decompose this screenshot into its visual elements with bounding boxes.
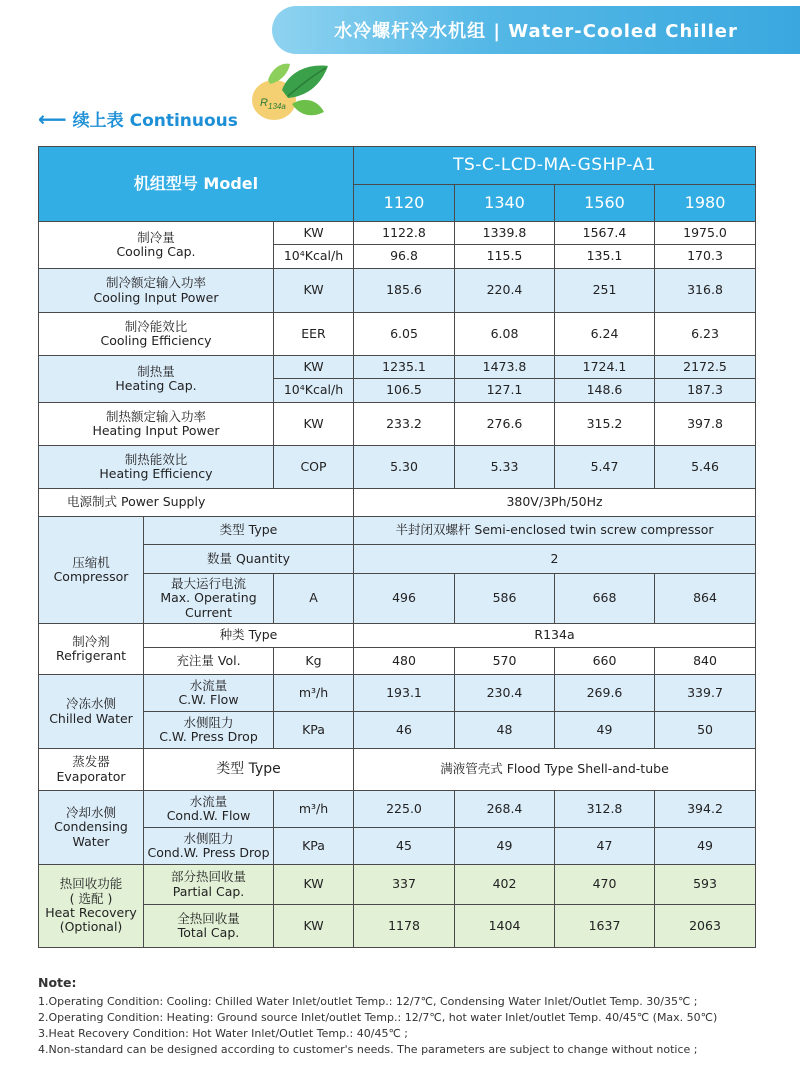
value-cell: 5.33 — [455, 446, 555, 489]
model-number: 1120 — [354, 185, 455, 222]
label-cn: 水侧阻力 — [183, 714, 234, 730]
label-cn: 水流量 — [189, 793, 228, 809]
value-cell: 660 — [555, 648, 655, 675]
row-label-heating-eff — [39, 446, 274, 489]
value-cell: 135.1 — [555, 245, 655, 269]
unit-cell: m³/h — [274, 675, 354, 712]
group-label-heat-recovery — [39, 865, 144, 948]
notes-title: Note: — [38, 975, 77, 990]
value-cell: 593 — [655, 865, 756, 905]
value-cell: 586 — [455, 574, 555, 624]
value-cell: 570 — [455, 648, 555, 675]
value-cell: 840 — [655, 648, 756, 675]
row-label-evaporator-type: 类型 Type — [144, 749, 354, 791]
svg-text:134a: 134a — [268, 102, 286, 111]
value-cell: 1339.8 — [455, 222, 555, 245]
label-cn: 热回收功能 — [59, 876, 123, 892]
value-cell: 96.8 — [354, 245, 455, 269]
label-cn: 制热量 — [137, 363, 175, 379]
svg-text:R: R — [260, 97, 268, 109]
unit-cell: KW — [274, 905, 354, 948]
unit-cell: KPa — [274, 828, 354, 865]
table-row — [39, 905, 756, 948]
value-cell: 5.47 — [555, 446, 655, 489]
label-cn: 压缩机 — [72, 554, 110, 570]
label-cn: 制冷剂 — [72, 633, 110, 649]
label-en: Cooling Efficiency — [100, 333, 212, 348]
unit-cell: Kg — [274, 648, 354, 675]
value-cell: 251 — [555, 269, 655, 313]
label-en: Cond.W. Flow — [166, 808, 251, 823]
label-cn: 制冷额定输入功率 — [105, 275, 206, 291]
value-cell: 2172.5 — [655, 356, 756, 379]
value-cell: 满液管壳式 Flood Type Shell-and-tube — [354, 749, 756, 791]
value-cell: 1178 — [354, 905, 455, 948]
row-label-power-supply: 电源制式 Power Supply — [39, 489, 354, 517]
group-label-evaporator — [39, 749, 144, 791]
value-cell: 170.3 — [655, 245, 756, 269]
arrow-left-icon: ⟵ — [38, 106, 67, 131]
table-row — [39, 675, 756, 712]
value-cell: 1122.8 — [354, 222, 455, 245]
row-label-cooling-eff — [39, 313, 274, 356]
notes — [38, 975, 788, 1059]
value-cell: 337 — [354, 865, 455, 905]
value-cell: 470 — [555, 865, 655, 905]
label-en: Water — [72, 833, 110, 849]
label-en: Cooling Input Power — [93, 289, 219, 305]
table-row — [39, 545, 756, 574]
label-cn: 水流量 — [189, 677, 228, 693]
value-cell: 49 — [455, 828, 555, 865]
row-label-cw-drop — [144, 712, 274, 749]
header-row-series — [39, 147, 756, 185]
value-cell: 6.05 — [354, 313, 455, 356]
label-en: Cond.W. Press Drop — [147, 845, 270, 860]
label-en: Refrigerant — [55, 648, 127, 663]
unit-cell: KPa — [274, 712, 354, 749]
label-en: C.W. Flow — [178, 692, 239, 707]
table-row — [39, 648, 756, 675]
value-cell: 49 — [655, 828, 756, 865]
group-label-refrigerant — [39, 624, 144, 675]
value-cell: 185.6 — [354, 269, 455, 313]
row-label-cw-flow — [144, 675, 274, 712]
row-label-quantity: 数量 Quantity — [144, 545, 354, 574]
value-cell: 49 — [555, 712, 655, 749]
value-cell: 5.46 — [655, 446, 756, 489]
value-cell: 864 — [655, 574, 756, 624]
value-cell: 6.23 — [655, 313, 756, 356]
group-label-compressor — [39, 517, 144, 624]
value-cell: 225.0 — [354, 791, 455, 828]
page-title: 水冷螺杆冷水机组 | Water-Cooled Chiller — [334, 21, 738, 42]
series-name: TS-C-LCD-MA-GSHP-A1 — [354, 147, 756, 185]
value-cell: 1975.0 — [655, 222, 756, 245]
label-cn: 全热回收量 — [177, 910, 240, 926]
table-row — [39, 446, 756, 489]
unit-cell: KW — [274, 356, 354, 379]
table-row — [39, 489, 756, 517]
label-cn: 水侧阻力 — [183, 830, 234, 846]
unit-cell: m³/h — [274, 791, 354, 828]
model-number: 1980 — [655, 185, 756, 222]
label-en: Cooling Cap. — [116, 244, 196, 259]
value-cell: 496 — [354, 574, 455, 624]
row-label-charge: 充注量 Vol. — [144, 648, 274, 675]
header-banner — [272, 6, 800, 54]
continue-label: 续上表 Continuous — [72, 111, 238, 131]
value-cell: 269.6 — [555, 675, 655, 712]
label-cn: 部分热回收量 — [170, 869, 246, 885]
row-label-heating-power — [39, 403, 274, 446]
note-line: 3.Heat Recovery Condition: Hot Water Inlet/Outlet Temp.: 40/45℃ ; — [38, 1027, 409, 1040]
label-en: Current — [185, 604, 232, 620]
table-row — [39, 828, 756, 865]
table-row — [39, 403, 756, 446]
value-cell: 193.1 — [354, 675, 455, 712]
label-cn: 制冷能效比 — [124, 318, 188, 334]
row-label-cooling-cap — [39, 222, 274, 269]
group-label-chilled-water — [39, 675, 144, 749]
unit-cell: 10⁴Kcal/h — [274, 379, 354, 403]
value-cell: 315.2 — [555, 403, 655, 446]
value-cell: 233.2 — [354, 403, 455, 446]
table-row — [39, 791, 756, 828]
value-cell: 48 — [455, 712, 555, 749]
model-number: 1560 — [555, 185, 655, 222]
continue-link — [38, 106, 238, 131]
value-cell: 220.4 — [455, 269, 555, 313]
value-cell: 6.24 — [555, 313, 655, 356]
value-cell: 106.5 — [354, 379, 455, 403]
label-cn: 制冷量 — [137, 229, 175, 245]
label-en: Total Cap. — [177, 925, 240, 940]
row-label-refrigerant-type: 种类 Type — [144, 624, 354, 648]
label-cn: 冷却水侧 — [65, 804, 116, 820]
value-cell: 187.3 — [655, 379, 756, 403]
label-en: C.W. Press Drop — [159, 729, 258, 744]
value-cell: 316.8 — [655, 269, 756, 313]
value-cell: 402 — [455, 865, 555, 905]
model-number: 1340 — [455, 185, 555, 222]
label-en: Heating Efficiency — [99, 466, 213, 481]
unit-cell: COP — [274, 446, 354, 489]
value-cell: 5.30 — [354, 446, 455, 489]
table-row — [39, 749, 756, 791]
value-cell: 480 — [354, 648, 455, 675]
row-label-max-current — [144, 574, 274, 624]
value-cell: 1567.4 — [555, 222, 655, 245]
row-label-partial-cap — [144, 865, 274, 905]
row-label-cond-flow — [144, 791, 274, 828]
value-cell: 276.6 — [455, 403, 555, 446]
value-cell: 1637 — [555, 905, 655, 948]
table-row — [39, 865, 756, 905]
table-row — [39, 313, 756, 356]
unit-cell: 10⁴Kcal/h — [274, 245, 354, 269]
model-label: 机组型号 Model — [39, 147, 354, 222]
value-cell: 6.08 — [455, 313, 555, 356]
label-en: Heating Cap. — [115, 378, 197, 393]
value-cell: 46 — [354, 712, 455, 749]
value-cell: 230.4 — [455, 675, 555, 712]
value-cell: 1404 — [455, 905, 555, 948]
label-en: (Optional) — [59, 919, 123, 935]
group-label-condensing-water — [39, 791, 144, 865]
unit-cell: A — [274, 574, 354, 624]
label-cn: 冷冻水侧 — [65, 696, 116, 712]
note-line: 4.Non-standard can be designed according to customer's needs. The parameters are subject to change without notice ; — [38, 1043, 698, 1056]
value-cell: 1473.8 — [455, 356, 555, 379]
table-row — [39, 712, 756, 749]
label-en: Partial Cap. — [172, 883, 245, 899]
table-row — [39, 624, 756, 648]
value-cell: 312.8 — [555, 791, 655, 828]
table-row — [39, 222, 756, 245]
table-row — [39, 269, 756, 313]
value-cell: 127.1 — [455, 379, 555, 403]
note-line: 2.Operating Condition: Heating: Ground source Inlet/outlet Temp.: 12/7℃, hot water Inlet/outlet Temp. 40/45℃ (Max. 50℃) — [38, 1011, 718, 1024]
value-cell: 397.8 — [655, 403, 756, 446]
value-cell: 50 — [655, 712, 756, 749]
table-row — [39, 574, 756, 624]
value-cell: 2 — [354, 545, 756, 574]
label-cn: ( 选配 ) — [69, 890, 113, 906]
label-en: Condensing — [54, 819, 128, 835]
label-cn: 蒸发器 — [72, 754, 110, 770]
label-en: Compressor — [53, 569, 129, 584]
value-cell: 1724.1 — [555, 356, 655, 379]
unit-cell: KW — [274, 865, 354, 905]
value-cell: 半封闭双螺杆 Semi-enclosed twin screw compressor — [354, 517, 756, 545]
value-cell: 1235.1 — [354, 356, 455, 379]
unit-cell: EER — [274, 313, 354, 356]
value-cell: 45 — [354, 828, 455, 865]
label-en: Evaporator — [56, 768, 126, 784]
value-cell: 339.7 — [655, 675, 756, 712]
value-cell: 394.2 — [655, 791, 756, 828]
label-en: Heating Input Power — [92, 423, 220, 438]
row-label-cooling-power — [39, 269, 274, 313]
value-cell: 47 — [555, 828, 655, 865]
label-cn: 最大运行电流 — [170, 575, 246, 591]
r134a-leaf-icon — [238, 60, 330, 134]
table-row — [39, 517, 756, 545]
label-cn: 制热额定输入功率 — [105, 408, 206, 424]
row-label-compressor-type: 类型 Type — [144, 517, 354, 545]
value-cell: 668 — [555, 574, 655, 624]
spec-table — [38, 146, 756, 948]
value-cell: 2063 — [655, 905, 756, 948]
value-cell: 268.4 — [455, 791, 555, 828]
value-cell: R134a — [354, 624, 756, 648]
row-label-total-cap — [144, 905, 274, 948]
unit-cell: KW — [274, 222, 354, 245]
label-en: Chilled Water — [49, 710, 133, 726]
note-line: 1.Operating Condition: Cooling: Chilled Water Inlet/outlet Temp.: 12/7℃, Condensing Water Inlet/Outlet Temp. 30/35℃ ; — [38, 995, 698, 1008]
label-en: Max. Operating — [160, 590, 257, 606]
value-cell: 380V/3Ph/50Hz — [354, 489, 756, 517]
unit-cell: KW — [274, 269, 354, 313]
unit-cell: KW — [274, 403, 354, 446]
label-en: Heat Recovery — [45, 905, 137, 920]
label-cn: 制热能效比 — [124, 451, 188, 467]
table-row — [39, 356, 756, 379]
value-cell: 148.6 — [555, 379, 655, 403]
value-cell: 115.5 — [455, 245, 555, 269]
row-label-cond-drop — [144, 828, 274, 865]
row-label-heating-cap — [39, 356, 274, 403]
